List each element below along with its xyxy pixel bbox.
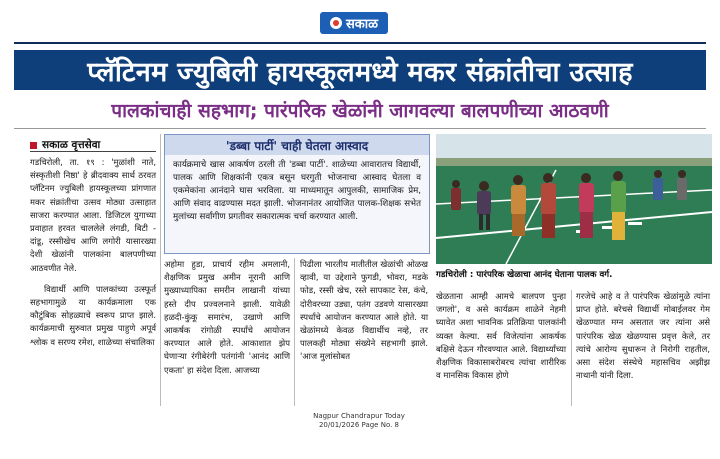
highlight-box-body: कार्यक्रमाचे खास आकर्षण ठरली ती 'डब्बा पार्टी'. शाळेच्या आवारातच विद्यार्थी, पालक आणि शिक्षकांनी एकत्र बसून घरगुती भोजनाचा आस्वाद घेतला व एकमेकांना आनंदाने घास भरविला. या माध्यमातून आपुलकी, सामाजिक प्रेम, आणि संवाद वाढण्यास मदत झाली. भोजनानंतर आयोजित पालक-शिक्षक सभेत मुलांच्या सर्वांगीण प्रगतीवर सकारात्मक चर्चा करण्यात आली. xyxy=(173,160,421,222)
top-rule xyxy=(14,42,706,44)
photo-caption: गडचिरोली : पारंपरिक खेळाचा आनंद घेताना पालक वर्ग. xyxy=(436,270,613,280)
footer-date-page: 20/01/2026 Page No. 8 xyxy=(318,421,400,429)
article-column-1 xyxy=(30,156,156,349)
page-footer xyxy=(294,412,424,430)
article-column-3: पिढीला भारतीय मातीतील खेळांची ओळख व्हावी, या उद्देशाने फुगडी, भोवरा, मडके फोड, रस्सी खेच, रस्ते सापकाट रेस, कंचे, दोरीवरच्या उड्या, पतंग उडवणे यासारख्या स्पर्धांचे आयोजन करण्यात आले होते. या खेळांमध्ये केवळ विद्यार्थीच नव्हे, तर पालकही मोठ्या संख्येने सहभागी झाले. 'आज मुलांसोबत xyxy=(300,259,428,362)
masthead-logo xyxy=(320,12,388,34)
article-paragraph-1: गडचिरोली, ता. १९ : 'मुळांशी नाते, संस्कृतीशी निष्ठा' हे ब्रीदवाक्य सार्थ ठरवत प्लॅटिनम ज्युबिली हायस्कूलच्या प्रांगणात मकर संक्रांतीचा उत्सव मोठ्या उत्साहात साजरा करण्यात आला. डिजिटल युगाच्या प्रवाहात हरवत चाललेले लंगडी, बिटी - दांडू, रस्सीखेच आणि लगोरी यासारख्या देशी खेळांनी पालकांना बालपणीच्या आठवणीत नेले. xyxy=(30,157,156,273)
section-rule xyxy=(14,128,706,129)
event-photo xyxy=(436,134,712,264)
article-paragraph-2: विद्यार्थी आणि पालकांच्या उत्स्फूर्त सहभागामुळे या कार्यक्रमाला एक कौटुंबिक सोहळ्याचे स्वरूप प्राप्त झाले. कार्यक्रमाची सुरुवात प्रमुख पाहुणे अपूर्व श्लोक व सरण्य रमेश, शाळेच्या संचालिका xyxy=(30,283,156,347)
byline-marker-icon xyxy=(30,142,37,149)
byline-rule xyxy=(30,151,156,152)
article-column-2: अहोमा हुडा, प्राचार्य रहीम अमलानी, शैक्षणिक प्रमुख अमीन नूरानी आणि मुख्याध्यापिका समरीन लाखानी यांच्या हस्ते दीप प्रज्वलनाने झाली. यावेळी हळदी-कुंकू समारंभ, उखाणे आणि आकर्षक रांगोळी स्पर्धांचे आयोजन करण्यात आले होते. आकाशात झेप घेणाऱ्या रंगीबेरंगी पतंगांनी 'आनंद आणि एकता' हा संदेश दिला. आजच्या xyxy=(164,259,290,375)
byline xyxy=(30,138,100,152)
subheadline: पालकांचाही सहभाग; पारंपरिक खेळांनी जागवल्या बालपणीच्या आठवणी xyxy=(111,100,609,122)
column-divider xyxy=(571,290,572,406)
highlight-box xyxy=(164,134,430,254)
article-column-4: खेळताना आम्ही आमचे बालपण पुन्हा जगलो', व असे कार्यक्रम शाळेने नेहमी घ्यावेत अशा भावनिक प्रतिक्रिया पालकांनी व्यक्त केल्या. सर्व विजेत्यांना आकर्षक बक्षिसे देऊन गौरवण्यात आले. विद्यार्थ्यांच्या शैक्षणिक विकासाबरोबरच त्यांचा शारीरिक व मानसिक विकास होणे xyxy=(436,291,566,381)
sun-logo-icon xyxy=(330,17,342,29)
photo-illustration xyxy=(436,134,712,264)
column-divider xyxy=(294,258,295,406)
highlight-box-title: 'डब्बा पार्टी' चाही घेतला आस्वाद xyxy=(165,135,429,155)
article-column-5: गरजेचे आहे व ते पारंपरिक खेळांमुळे त्यांना प्राप्त होते. बरेचसे विद्यार्थी मोबाईलवर गेम खेळण्यात मग्न असतात जर त्यांना असे पारंपरिक खेळ खेळण्यास प्रवृत्त केले, तर त्यांचे आरोग्य सुधारून ते निरोगी राहतील, असा संदेश संस्थेचे महासचिव अझीझ नाथानी यांनी दिला. xyxy=(576,291,710,381)
footer-edition: Nagpur Chandrapur Today xyxy=(313,412,405,420)
masthead-name: सकाळ xyxy=(345,17,379,32)
column-divider xyxy=(160,134,161,406)
headline: प्लॅटिनम ज्युबिली हायस्कूलमध्ये मकर संक्रांतीचा उत्साह xyxy=(14,50,706,90)
byline-text: सकाळ वृत्तसेवा xyxy=(42,139,101,151)
